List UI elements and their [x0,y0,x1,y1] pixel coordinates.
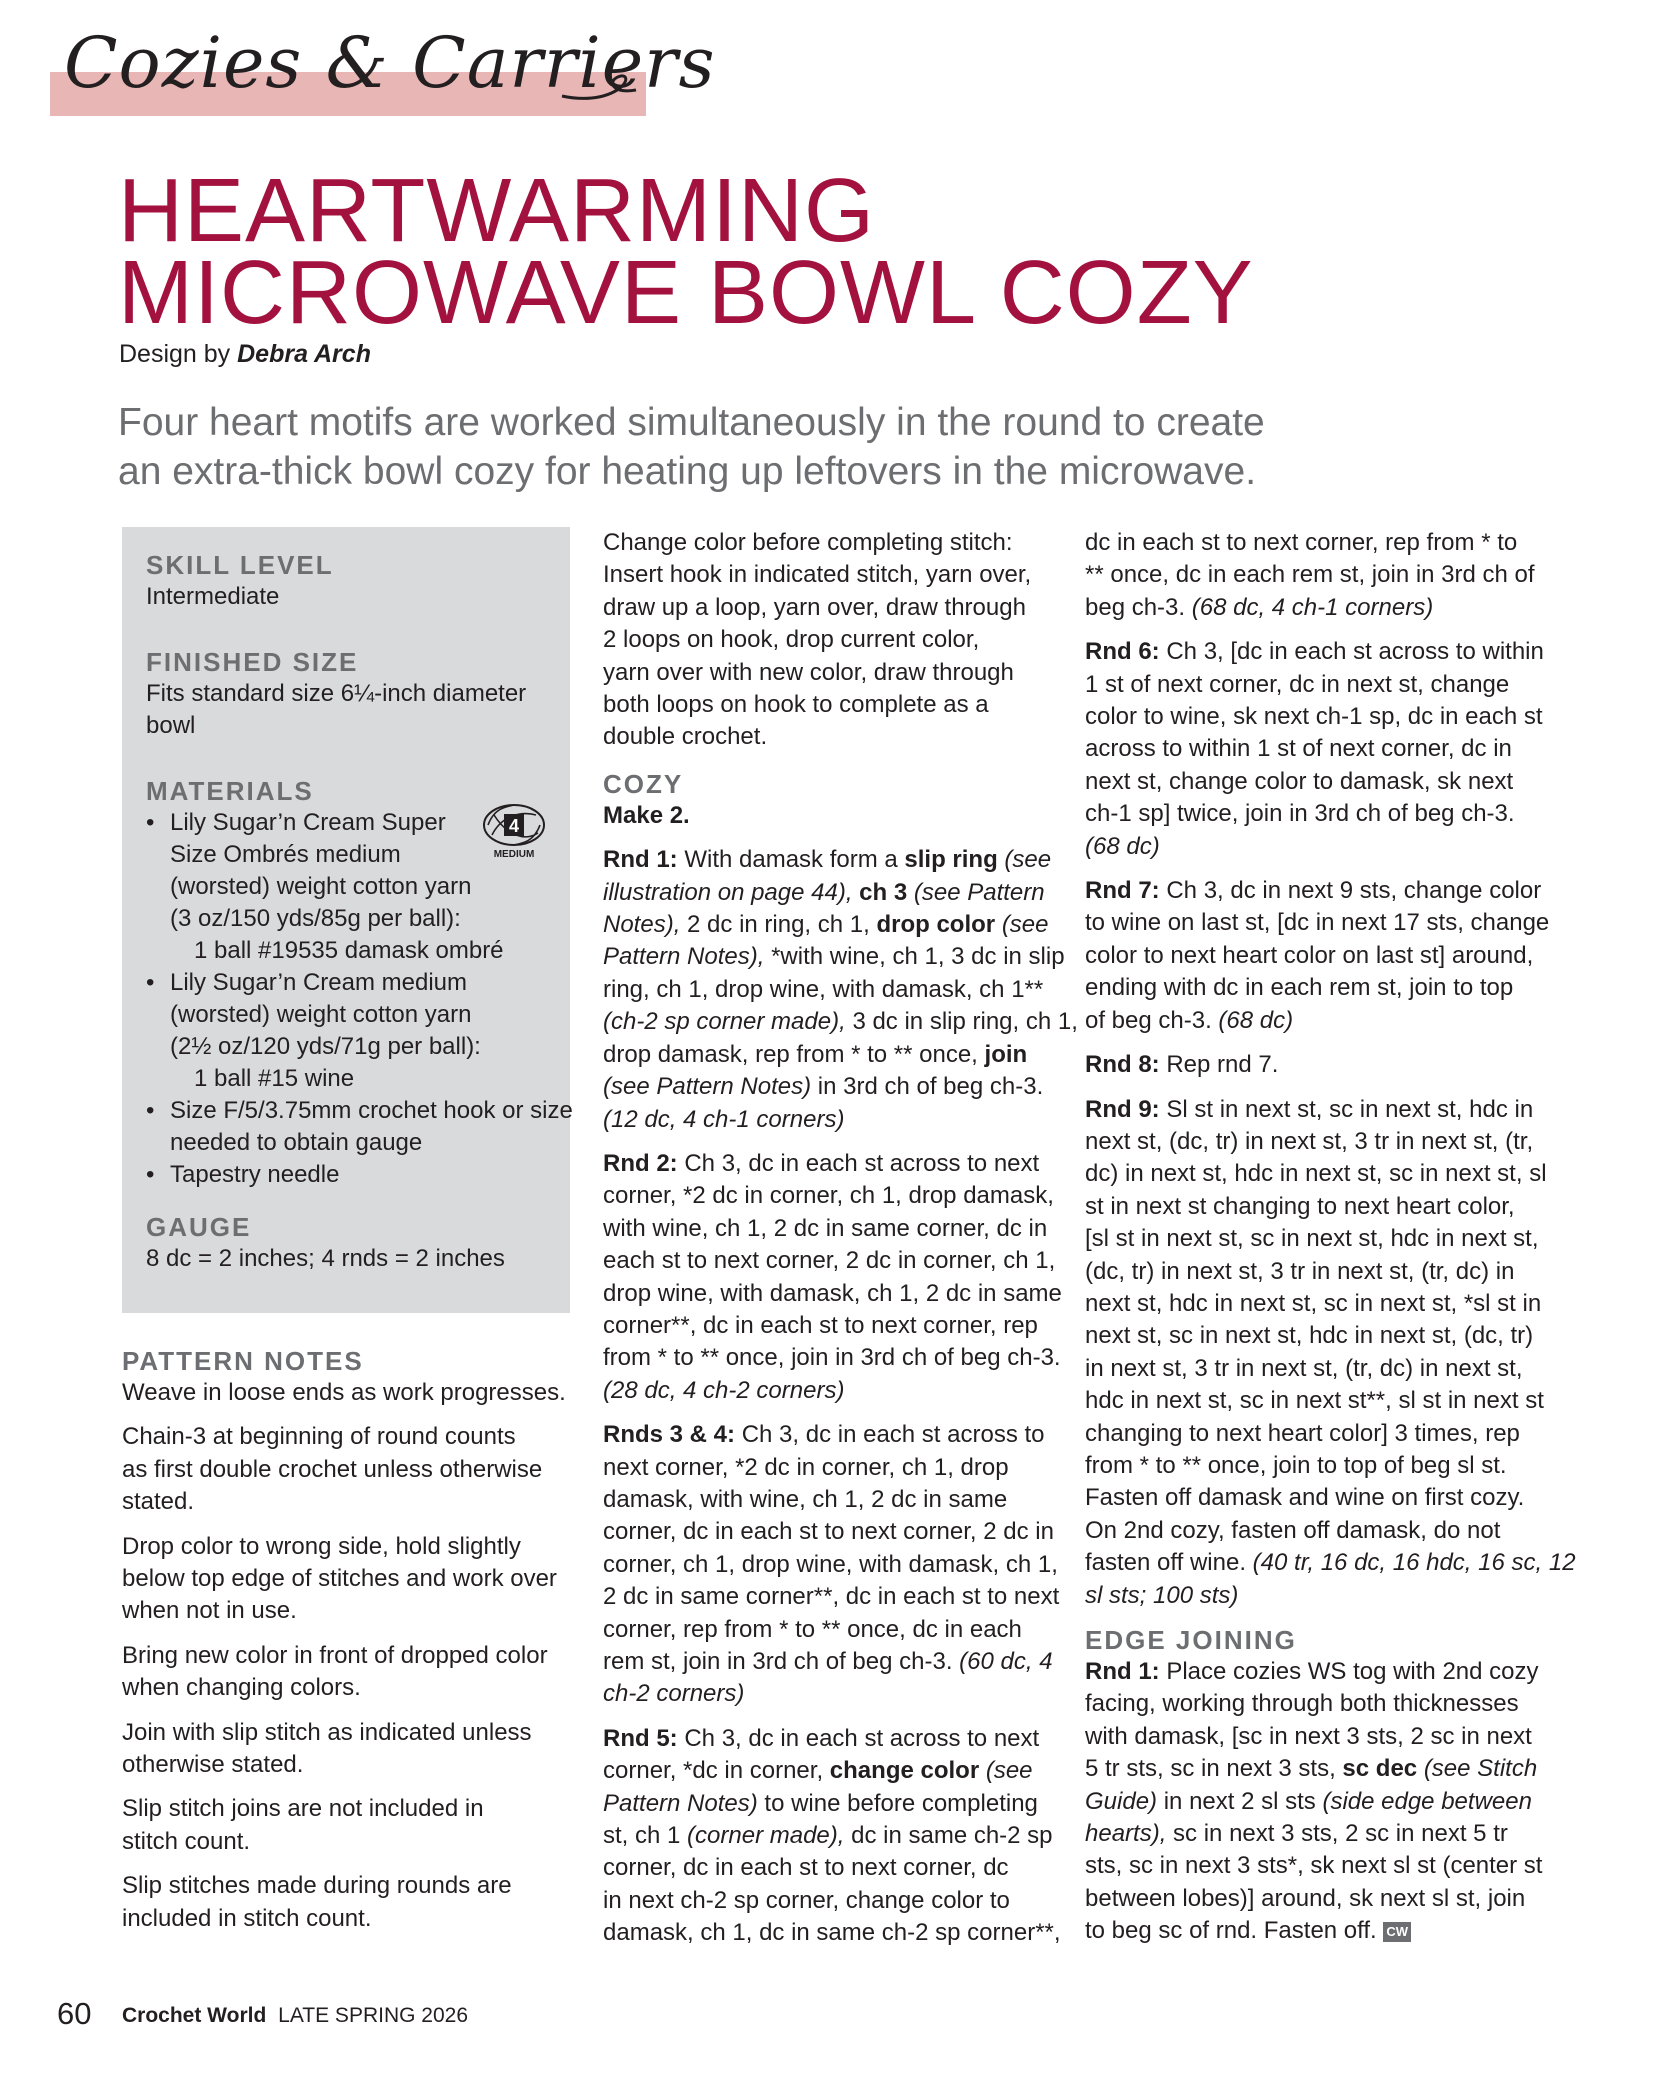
round-5-instructions: Rnd 5: Ch 3, dc in each st across to next corner, *dc in corner, change color (see Pattern Notes) to wine before completing st, ch 1 (corner made), dc in same ch-2 sp corner, dc in each st to next corner, dc in next ch-2 sp corner, change color to damask, ch 1, dc in same ch-2 sp corner**, [603,1724,1061,1947]
list-item: • Tapestry needle [146,1159,556,1191]
headline-line: HEARTWARMING [118,161,876,261]
headline-line: MICROWAVE BOWL COZY [118,243,1254,343]
gauge-block [146,1211,556,1275]
round-2-instructions: Rnd 2: Ch 3, dc in each st across to next corner, *2 dc in corner, ch 1, drop damask, with wine, ch 1, 2 dc in same corner, dc in each st to next corner, 2 dc in corner, ch 1, drop wine, with damask, ch 1, 2 dc in same corner**, dc in each st to next corner, rep from * to ** once, join in 3rd ch of beg ch-3. (28 dc, 4 ch-2 corners) [603,1149,1062,1404]
gauge-heading: GAUGE [146,1212,252,1242]
materials-infobox [122,527,573,1313]
round-1-instructions: Rnd 1: With damask form a slip ring (see illustration on page 44), ch 3 (see Pattern Notes), 2 dc in ring, ch 1, drop color (see Pattern Notes), *with wine, ch 1, 3 dc in slip ring, ch 1, drop wine, with damask, ch 1** (ch-2 sp corner made), 3 dc in slip ring, ch 1, drop damask, rep from * to ** once, join (see Pattern Notes) in 3rd ch of beg ch-3. (12 dc, 4 ch-1 corners) [603,846,1078,1133]
byline: Design by Debra Arch [119,340,371,368]
instructions-column-2 [603,527,1078,1950]
color-change-note: Change color before completing stitch: Insert hook in indicated stitch, yarn over, draw up a loop, yarn over, draw through 2 loops on hook, drop current color, yarn over with new color, draw through both loops on hook to complete as a double crochet. [603,529,1032,751]
finished-size-heading: FINISHED SIZE [146,647,359,677]
edge-joining-instructions: Rnd 1: Place cozies WS tog with 2nd cozy facing, working through both thicknesses with damask, [sc in next 3 sts, 2 sc in next 5 tr sts, sc in next 3 sts, sc dec (see Stitch Guide) in next 2 sl sts (side edge between hearts), sc in next 3 sts, 2 sc in next 5 tr sts, sc in next 3 sts*, sk next sl st (center st between lobes)] around, sk next sl st, join to beg sc of rnd. Fasten off. CW [1085,1658,1543,1945]
round-7-instructions: Rnd 7: Ch 3, dc in next 9 sts, change color to wine on last st, [dc in next 17 sts, change color to next heart color on last st] around, ending with dc in each rem st, join to top of beg ch-3. (68 dc) [1085,877,1550,1034]
materials-list [146,807,573,1191]
skill-level-value: Intermediate [146,583,280,610]
note-paragraph: Chain-3 at beginning of round counts as first double crochet unless otherwise stated. [122,1423,543,1516]
note-paragraph: Drop color to wrong side, hold slightly below top edge of stitches and work over when not in use. [122,1532,557,1625]
designer-name: Debra Arch [237,340,371,368]
instructions-column-3 [1085,527,1576,1948]
materials-heading: MATERIALS [146,776,314,806]
swash-flourish-icon [560,70,640,104]
pattern-notes-heading: PATTERN NOTES [122,1346,364,1376]
gauge-value: 8 dc = 2 inches; 4 rnds = 2 inches [146,1245,505,1272]
round-8-instructions: Rnd 8: Rep rnd 7. [1085,1051,1279,1079]
list-item: • Size F/5/3.75mm crochet hook or size needed to obtain gauge [146,1095,556,1159]
skill-level-block [146,549,556,613]
intro-text: Four heart motifs are worked simultaneously in the round to create an extra-thick bowl cozy for heating up leftovers in the microwave. [118,401,1265,493]
note-paragraph: Slip stitch joins are not included in stitch count. [122,1795,484,1855]
article-headline [118,161,1254,343]
materials-block [146,775,573,1191]
page-number: 60 [57,1996,92,2031]
note-paragraph: Bring new color in front of dropped color when changing colors. [122,1641,548,1702]
yarn-weight-label: MEDIUM [493,849,535,859]
note-paragraph: Weave in loose ends as work progresses. [122,1379,566,1406]
round-5-continued: dc in each st to next corner, rep from * to ** once, dc in each rem st, join in 3rd ch of beg ch-3. (68 dc, 4 ch-1 corners) [1085,529,1535,621]
yarn-weight-number: 4 [508,816,520,836]
edge-joining-heading: EDGE JOINING [1085,1625,1297,1655]
finished-size-block: FINISHED SIZE Fits standard size 6¼-inch diameter bowl [146,646,556,742]
magazine-name: Crochet World [122,2004,267,2027]
list-item: • Lily Sugar’n Cream medium (worsted) weight cotton yarn (2½ oz/120 yds/71g per ball): 1 ball #15 wine [146,967,556,1095]
round-9-instructions: Rnd 9: Sl st in next st, sc in next st, hdc in next st, (dc, tr) in next st, 3 tr in next st, (tr, dc) in next st, hdc in next st, sc in next st, sl st in next st changing to next heart color, [sl st in next st, sc in next st, hdc in next st, (dc, tr) in next st, 3 tr in next st, (tr, dc) in next st, hdc in next st, sc in next st, *sl st in next st, sc in next st, hdc in next st, (dc, tr) in next st, 3 tr in next st, (tr, dc) in next st, hdc in next st, sc in next st**, sl st in next st changing to next heart color] 3 times, rep from * to ** once, join to top of beg sl st. Fasten off damask and wine on first cozy. On 2nd cozy, fasten off damask, do not fasten off wine. (40 tr, 16 dc, 16 hdc, 16 sc, 12 sl sts; 100 sts) [1085,1095,1576,1609]
pattern-notes [122,1345,572,1935]
magazine-footer [122,2004,468,2028]
note-paragraph: Slip stitches made during rounds are included in stitch count. [122,1872,512,1932]
skill-level-heading: SKILL LEVEL [146,550,334,580]
cw-end-mark-icon: CW [1383,1922,1411,1942]
list-item: • Lily Sugar’n Cream Super Size Ombrés medium (worsted) weight cotton yarn (3 oz/150 yds/85g per ball): 1 ball #19535 damask ombré [146,807,556,967]
magazine-issue: LATE SPRING 2026 [278,2004,469,2027]
make-count: Make 2. [603,801,690,829]
rounds-3-4-instructions: Rnds 3 & 4: Ch 3, dc in each st across to next corner, *2 dc in corner, ch 1, drop damask, with wine, ch 1, 2 dc in same corner, dc in each st to next corner, 2 dc in corner, ch 1, drop wine, with damask, ch 1, 2 dc in same corner**, dc in each st to next corner, rep from * to ** once, dc in each rem st, join in 3rd ch of beg ch-3. (60 dc, 4 ch-2 corners) [603,1421,1060,1708]
note-paragraph: Join with slip stitch as indicated unless otherwise stated. [122,1718,532,1779]
round-6-instructions: Rnd 6: Ch 3, [dc in each st across to within 1 st of next corner, dc in next st, change color to wine, sk next ch-1 sp, dc in each st across to within 1 st of next corner, dc in next st, change color to damask, sk next ch-1 sp] twice, join in 3rd ch of beg ch-3. (68 dc) [1085,638,1544,860]
cozy-heading: COZY [603,768,684,799]
section-title: Cozies & Carriers [64,22,716,104]
